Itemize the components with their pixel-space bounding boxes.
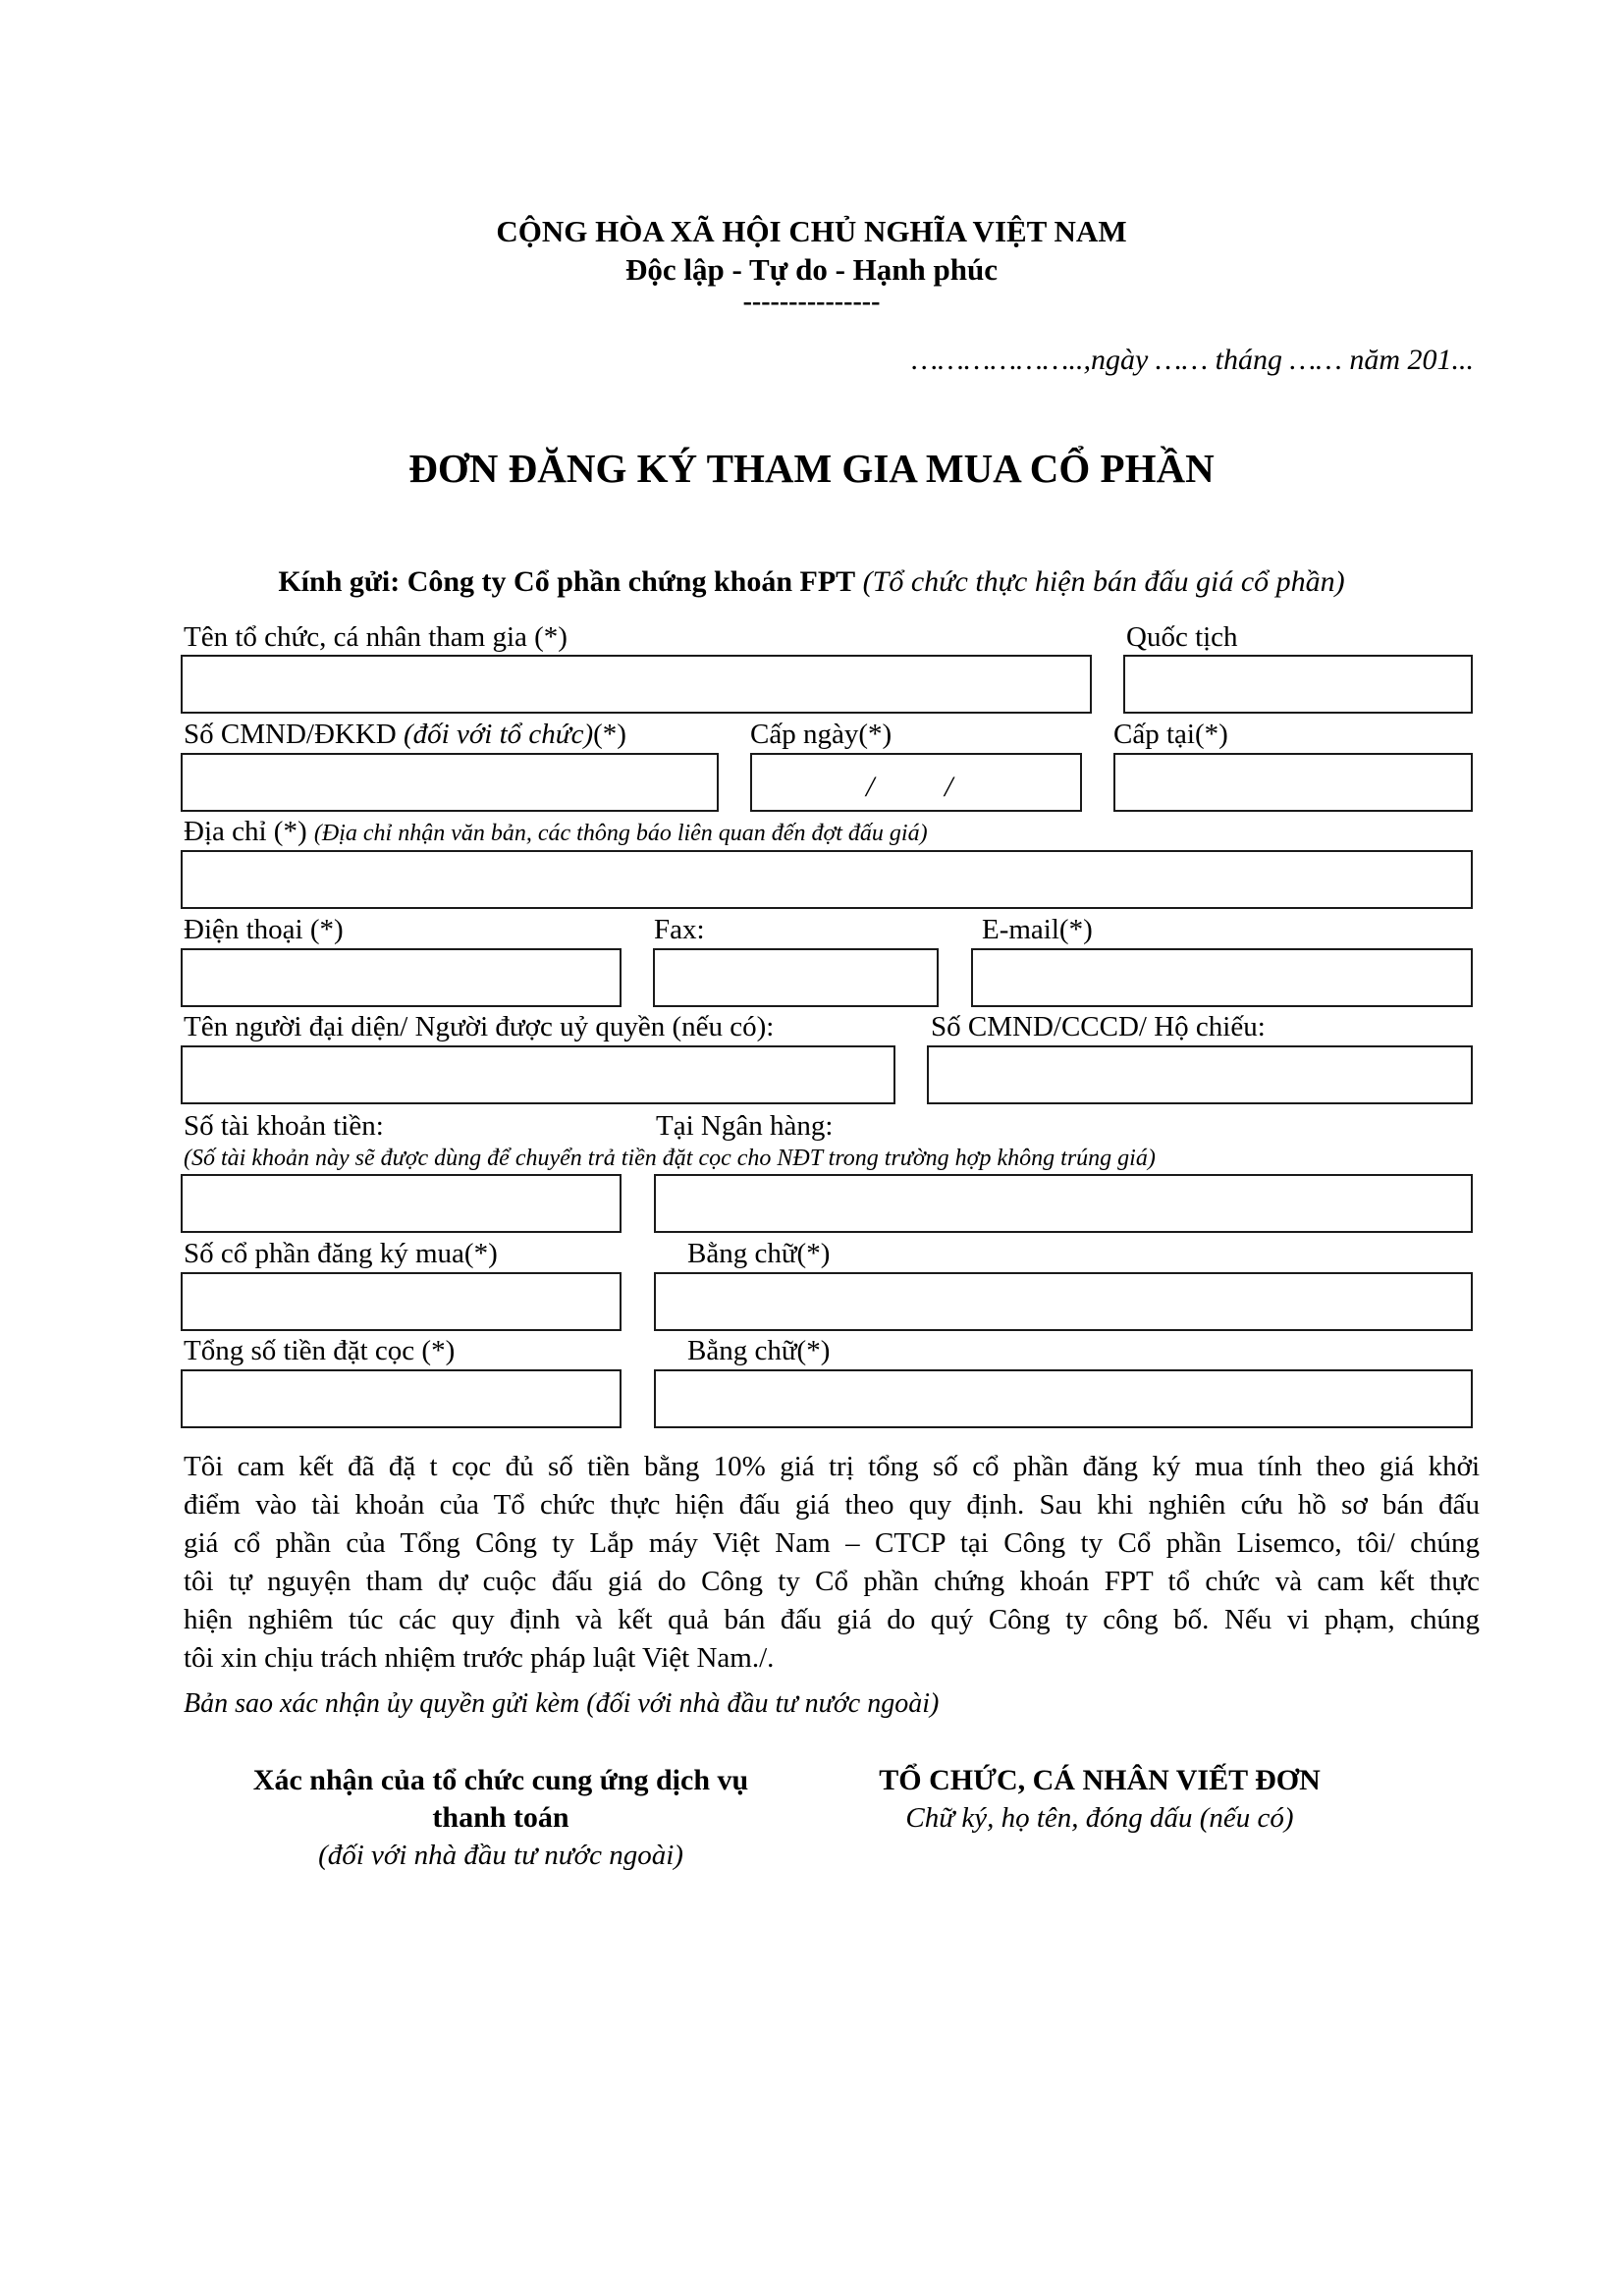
shares-field[interactable]: [181, 1272, 622, 1331]
nation-heading: CỘNG HÒA XÃ HỘI CHỦ NGHĨA VIỆT NAM: [496, 214, 1127, 248]
phone-field[interactable]: [181, 948, 622, 1007]
issue-place-field[interactable]: [1113, 753, 1473, 812]
email-field[interactable]: [971, 948, 1473, 1007]
deposit-words-field[interactable]: [654, 1369, 1473, 1428]
commitment-line: giá cổ phần của Tổng Công ty Lắp máy Việt Nam – CTCP tại Công ty Cổ phần Lisemco, tôi/ chúng: [184, 1527, 1480, 1559]
applicant-signature-title: TỔ CHỨC, CÁ NHÂN VIẾT ĐƠN: [879, 1764, 1321, 1796]
address-label-note: (Địa chỉ nhận văn bản, các thông báo liên quan đến đợt đấu giá): [313, 821, 928, 846]
commitment-line: tôi xin chịu trách nhiệm trước pháp luật Việt Nam./.: [184, 1642, 775, 1674]
fax-label: Fax:: [654, 914, 705, 945]
id-number-label-suffix: (*): [593, 719, 626, 750]
nationality-field[interactable]: [1123, 655, 1473, 714]
payment-confirmation-title-2: thanh toán: [432, 1801, 569, 1834]
bank-account-label: Số tài khoản tiền:: [184, 1110, 384, 1142]
shares-words-label: Bằng chữ(*): [687, 1238, 831, 1269]
payment-confirmation-note: (đối với nhà đầu tư nước ngoài): [318, 1840, 683, 1871]
representative-label: Tên người đại diện/ Người được uỷ quyền (nếu có):: [184, 1011, 775, 1042]
commitment-line: hiện nghiêm túc các quy định và kết quả bán đấu giá do quý Công ty công bố. Nếu vi phạm, chúng: [184, 1604, 1480, 1635]
recipient-note: (Tổ chức thực hiện bán đấu giá cổ phần): [862, 565, 1345, 598]
applicant-signature-block: [825, 1762, 1375, 1837]
shares-label: Số cổ phần đăng ký mua(*): [184, 1238, 498, 1269]
phone-label: Điện thoại (*): [184, 914, 344, 945]
commitment-paragraph: [184, 1448, 1480, 1678]
bank-name-label: Tại Ngân hàng:: [656, 1110, 834, 1142]
representative-field[interactable]: [181, 1045, 895, 1104]
header-separator: ---------------: [742, 287, 881, 317]
bank-note: (Số tài khoản này sẽ được dùng để chuyển trả tiền đặt cọc cho NĐT trong trường hợp không trúng giá): [184, 1146, 1156, 1171]
address-label-text: Địa chỉ (*): [184, 816, 314, 847]
id-number-label-text: Số CMND/ĐKKD: [184, 719, 404, 750]
recipient-line: [0, 565, 1623, 599]
payment-confirmation-title-1: Xác nhận của tổ chức cung ứng dịch vụ: [252, 1764, 749, 1796]
participant-name-label: Tên tổ chức, cá nhân tham gia (*): [184, 621, 568, 653]
date-line: ………………..,ngày …… tháng …… năm 201...: [911, 344, 1474, 376]
rep-id-field[interactable]: [927, 1045, 1473, 1104]
id-number-field[interactable]: [181, 753, 719, 812]
date-separator-2: /: [945, 771, 953, 803]
commitment-line: Tôi cam kết đã đặ t cọc đủ số tiền bằng 10% giá trị tổng số cổ phần đăng ký mua tính theo giá khởi: [184, 1451, 1480, 1482]
bank-account-field[interactable]: [181, 1174, 622, 1233]
nationality-label: Quốc tịch: [1126, 621, 1238, 653]
commitment-line: điểm vào tài khoản của Tổ chức thực hiện đấu giá theo quy định. Sau khi nghiên cứu hồ sơ bán đấu: [184, 1489, 1480, 1521]
address-field[interactable]: [181, 850, 1473, 909]
id-number-label-note: (đối với tổ chức): [403, 719, 594, 750]
fax-field[interactable]: [653, 948, 939, 1007]
deposit-field[interactable]: [181, 1369, 622, 1428]
recipient-prefix: Kính gửi: Công ty Cổ phần chứng khoán FPT: [278, 565, 856, 598]
form-title: ĐƠN ĐĂNG KÝ THAM GIA MUA CỔ PHẦN: [408, 446, 1215, 491]
issue-date-field[interactable]: [750, 753, 1082, 812]
bank-name-field[interactable]: [654, 1174, 1473, 1233]
issue-place-label: Cấp tại(*): [1113, 719, 1228, 750]
participant-name-field[interactable]: [181, 655, 1092, 714]
deposit-label: Tổng số tiền đặt cọc (*): [184, 1335, 456, 1366]
payment-confirmation-block: [206, 1762, 795, 1874]
address-label: [184, 815, 928, 850]
rep-id-label: Số CMND/CCCD/ Hộ chiếu:: [931, 1011, 1266, 1042]
deposit-words-label: Bằng chữ(*): [687, 1335, 831, 1366]
motto: Độc lập - Tự do - Hạnh phúc: [625, 252, 998, 287]
commitment-line: tôi tự nguyện tham dự cuộc đấu giá do Công ty Cổ phần chứng khoán FPT tổ chức và cam kết thực: [184, 1566, 1480, 1597]
attachment-note: Bản sao xác nhận ủy quyền gửi kèm (đối với nhà đầu tư nước ngoài): [184, 1688, 940, 1719]
email-label: E-mail(*): [982, 914, 1093, 945]
applicant-signature-note: Chữ ký, họ tên, đóng dấu (nếu có): [905, 1802, 1294, 1834]
shares-words-field[interactable]: [654, 1272, 1473, 1331]
issue-date-label: Cấp ngày(*): [750, 719, 893, 750]
date-separator-1: /: [866, 771, 875, 803]
id-number-label: [184, 718, 626, 751]
